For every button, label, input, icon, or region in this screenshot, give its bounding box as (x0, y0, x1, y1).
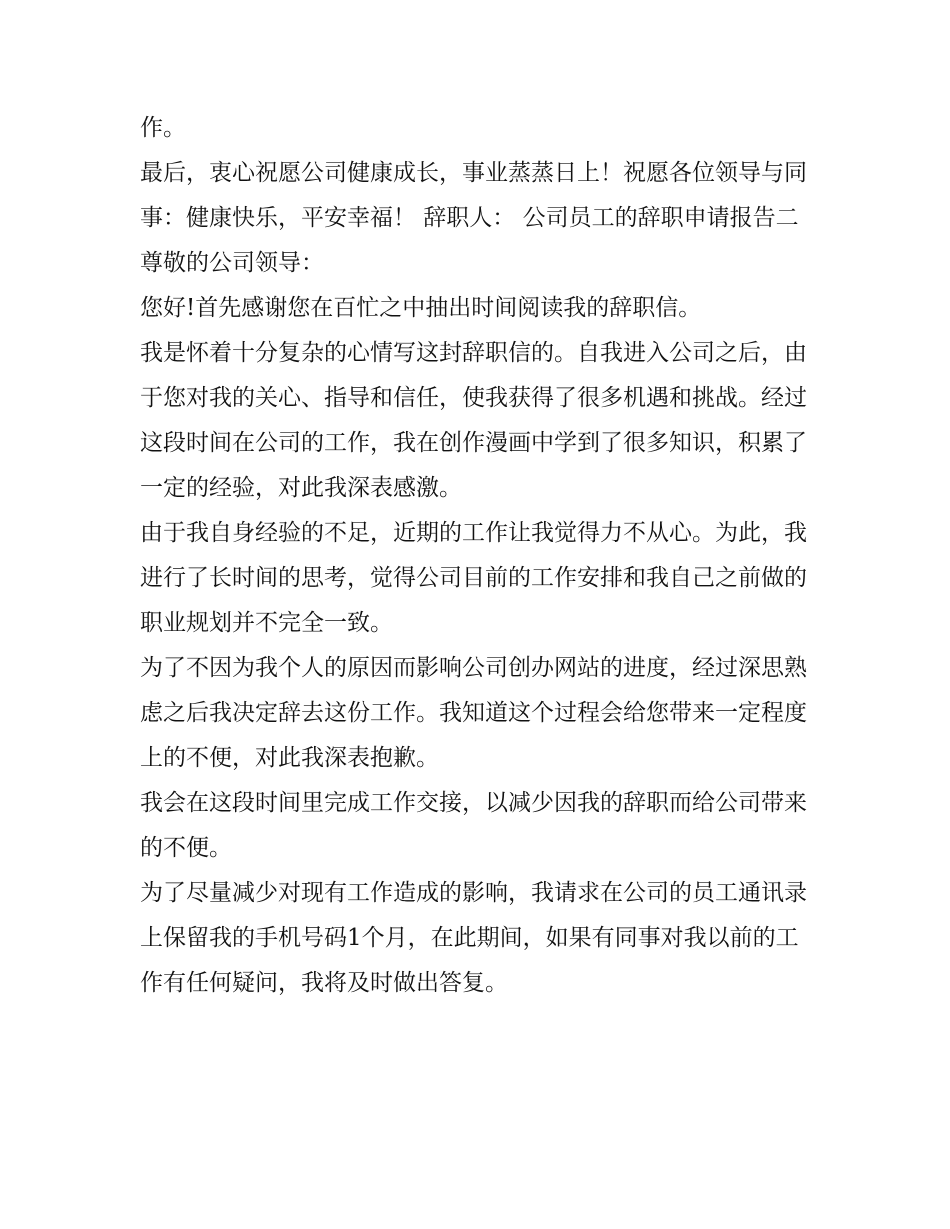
paragraph-gratitude: 我是怀着十分复杂的心情写这封辞职信的。自我进入公司之后，由于您对我的关心、指导和信任，使我获得了很多机遇和挑战。经过这段时间在公司的工作，我在创作漫画中学到了很多知识，积累了一定的经验，对此我深表感激。 (140, 340, 807, 501)
paragraph-handover: 我会在这段时间里完成工作交接，以减少因我的辞职而给公司带来的不便。 (140, 790, 807, 861)
document-body (140, 106, 820, 1006)
paragraph-reason: 由于我自身经验的不足，近期的工作让我觉得力不从心。为此，我进行了长时间的思考，觉得公司目前的工作安排和我自己之前做的职业规划并不完全一致。 (140, 520, 807, 636)
paragraph-decision: 为了不因为我个人的原因而影响公司创办网站的进度，经过深思熟虑之后我决定辞去这份工作。我知道这个过程会给您带来一定程度上的不便，对此我深表抱歉。 (140, 655, 807, 771)
paragraph-closing-wishes: 最后，衷心祝愿公司健康成长，事业蒸蒸日上！祝愿各位领导与同事：健康快乐，平安幸福！ 辞职人： 公司员工的辞职申请报告二 尊敬的公司领导： (140, 160, 807, 276)
paragraph-greeting: 您好!首先感谢您在百忙之中抽出时间阅读我的辞职信。 (140, 295, 702, 321)
paragraph-continuation: 作。 (140, 115, 186, 141)
paragraph-contact-request: 为了尽量减少对现有工作造成的影响，我请求在公司的员工通讯录上保留我的手机号码1个月，在此期间，如果有同事对我以前的工作有任何疑问，我将及时做出答复。 (140, 880, 807, 996)
